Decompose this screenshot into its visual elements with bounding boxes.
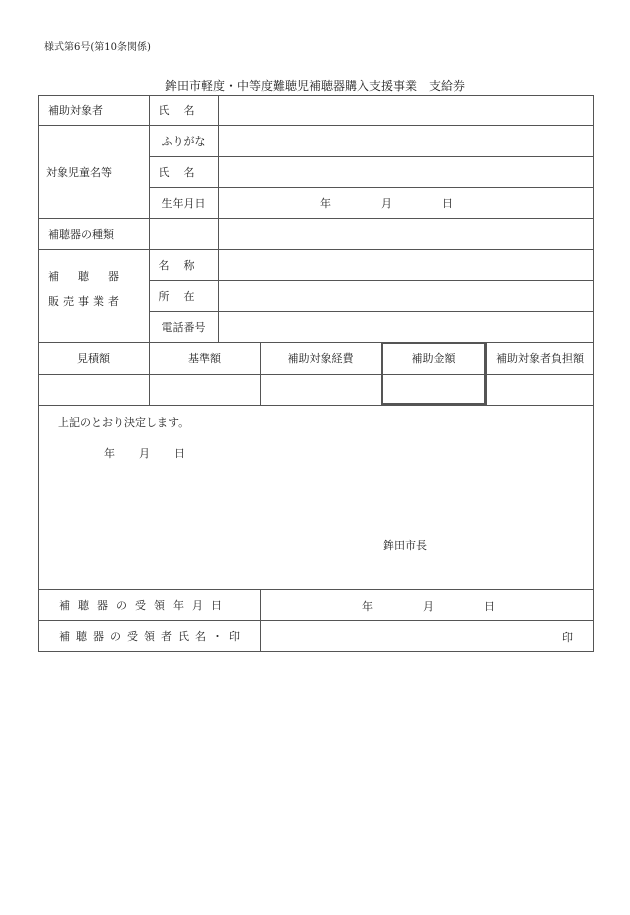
recipient-burden-header: 補助対象者負担額 — [496, 352, 584, 365]
receiver-name-field[interactable] — [261, 621, 593, 651]
vendor-label-line1: 補聴器 — [48, 270, 138, 283]
subsidy-amount-header: 補助金額 — [411, 352, 456, 365]
vendor-address-field[interactable] — [219, 281, 593, 311]
recipient-burden-field[interactable] — [487, 375, 593, 405]
decision-date-units: 年 月 日 — [104, 447, 185, 460]
mayor-signature-label: 鉾田市長 — [383, 539, 427, 552]
child-label: 対象児童名等 — [46, 165, 112, 179]
estimate-field[interactable] — [39, 375, 149, 405]
recipient-label: 補助対象者 — [48, 104, 103, 117]
vendor-phone-label: 電話番号 — [161, 320, 206, 334]
receiver-name-seal-label: 補聴器の受領者氏名・印 — [59, 629, 246, 643]
hearing-aid-type-field[interactable] — [150, 219, 593, 249]
receipt-date-label: 補聴器の受領年月日 — [59, 598, 230, 612]
vendor-label-line2: 販売事業者 — [48, 295, 123, 308]
child-furigana-field[interactable] — [219, 126, 593, 156]
support-voucher-table — [38, 95, 594, 652]
row-divider — [38, 405, 594, 406]
receipt-date-units: 年 月 日 — [362, 600, 495, 613]
vendor-phone-field[interactable] — [219, 312, 593, 342]
recipient-name-field[interactable] — [219, 96, 593, 125]
vendor-name-field[interactable] — [219, 250, 593, 280]
birth-date-label: 生年月日 — [161, 196, 206, 210]
subsidy-amount-field[interactable] — [383, 376, 484, 403]
standard-amount-field[interactable] — [150, 375, 260, 405]
seal-mark: 印 — [562, 631, 573, 644]
birth-date-units: 年 月 日 — [320, 197, 453, 210]
child-name-field[interactable] — [219, 157, 593, 187]
vendor-address-label: 所在 — [158, 289, 209, 303]
hearing-aid-type-label: 補聴器の種類 — [48, 227, 114, 241]
eligible-cost-header: 補助対象経費 — [287, 352, 354, 365]
child-name-label: 氏名 — [158, 165, 209, 179]
eligible-cost-field[interactable] — [261, 375, 381, 405]
form-title: 鉾田市軽度・中等度難聴児補聴器購入支援事業 支給券 — [164, 79, 465, 93]
estimate-header: 見積額 — [77, 352, 110, 365]
standard-amount-header: 基準額 — [188, 352, 221, 365]
decision-notice: 上記のとおり決定します。 — [58, 416, 190, 429]
form-number: 様式第6号(第10条関係) — [44, 42, 151, 53]
vendor-name-label: 名称 — [158, 258, 209, 272]
table-border-bottom — [38, 651, 594, 652]
furigana-label: ふりがな — [161, 134, 206, 148]
recipient-name-label: 氏名 — [158, 104, 209, 117]
